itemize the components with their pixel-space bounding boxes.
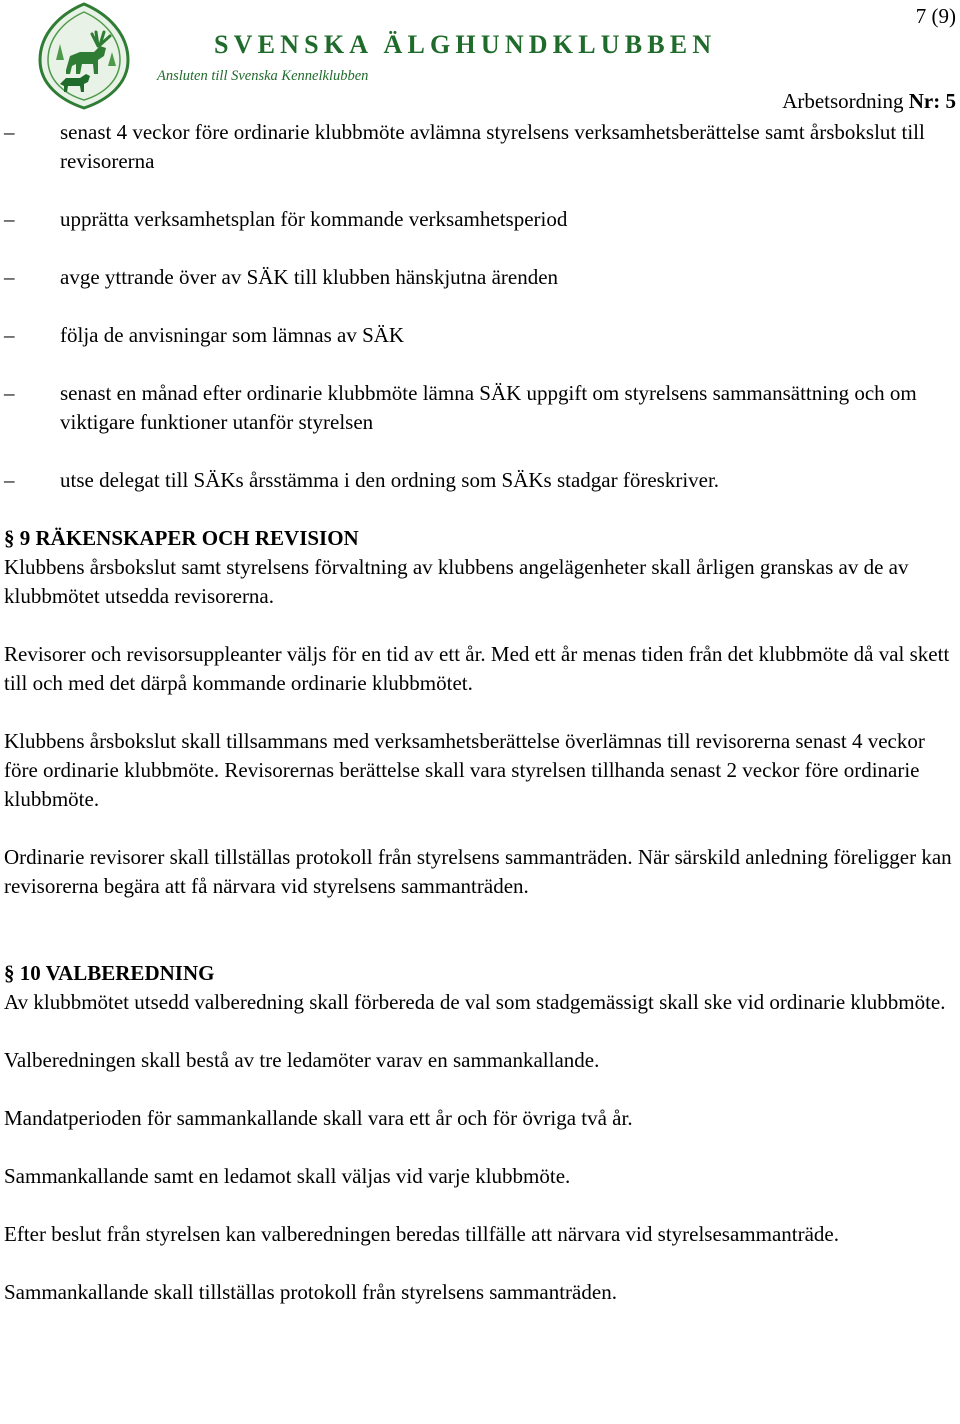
section-9-paragraph: Revisorer och revisorsuppleanter väljs för en tid av ett år. Med ett år menas tiden från det klubbmöte då val skett till och med det därpå kommande ordinarie klubbmötet. (4, 642, 950, 695)
duty-text: utse delegat till SÄKs årsstämma i den ordning som SÄKs stadgar föreskriver. (60, 468, 720, 492)
spacer (4, 930, 954, 959)
dash-bullet: – (4, 207, 15, 231)
duty-text: följa de anvisningar som lämnas av SÄK (60, 323, 405, 347)
dash-bullet: – (4, 468, 15, 492)
section-9-paragraph: Klubbens årsbokslut skall tillsammans med verksamhetsberättelse överlämnas till revisorerna senast 4 veckor före ordinarie klubbmöte. Revisorernas berättelse skall vara styrelsen tillhanda senast 2 veckor före ordinarie klubbmöte. (4, 729, 925, 811)
club-name: SVENSKA ÄLGHUNDKLUBBEN (214, 30, 717, 59)
duty-text: upprätta verksamhetsplan för kommande verksamhetsperiod (60, 207, 568, 231)
section-10-paragraph: Sammankallande samt en ledamot skall väljas vid varje klubbmöte. (4, 1164, 571, 1188)
dash-bullet: – (4, 381, 15, 405)
dash-bullet: – (4, 265, 15, 289)
duty-text: senast en månad efter ordinarie klubbmöte lämna SÄK uppgift om styrelsens sammansättning och om viktigare funktioner utanför styrelsen (60, 381, 917, 434)
club-subtitle: Ansluten till Svenska Kennelklubben (157, 68, 369, 84)
doc-ref-number: Nr: 5 (908, 89, 956, 113)
document-body (4, 118, 954, 1336)
section-10-paragraph: Valberedningen skall bestå av tre ledamöter varav en sammankallande. (4, 1048, 600, 1072)
section-10-title: § 10 VALBEREDNING (4, 961, 215, 985)
section-9-title: § 9 RÄKENSKAPER OCH REVISION (4, 526, 359, 550)
duty-list-item (4, 379, 954, 437)
duty-list-item (4, 466, 954, 495)
doc-ref-prefix: Arbetsordning (782, 89, 909, 113)
duty-list-item (4, 263, 954, 292)
dash-bullet: – (4, 323, 15, 347)
duty-list-item (4, 321, 954, 350)
document-reference (782, 89, 956, 114)
club-logo-moose-icon (36, 0, 132, 110)
section-9-paragraph: Ordinarie revisorer skall tillställas protokoll från styrelsens sammanträden. När särskild anledning föreligger kan revisorerna begära att få närvara vid styrelsens sammanträden. (4, 845, 952, 898)
duty-list-item (4, 205, 954, 234)
duty-text: avge yttrande över av SÄK till klubben hänskjutna ärenden (60, 265, 559, 289)
duty-list-item (4, 118, 954, 176)
section-10-paragraph: Av klubbmötet utsedd valberedning skall förbereda de val som stadgemässigt skall ske vid ordinarie klubbmöte. (4, 990, 946, 1014)
section-10-paragraph: Mandatperioden för sammankallande skall vara ett år och för övriga två år. (4, 1106, 633, 1130)
page-number: 7 (9) (915, 4, 956, 28)
section-9-paragraph: Klubbens årsbokslut samt styrelsens förvaltning av klubbens angelägenheter skall årligen granskas av de av klubbmötet utsedda revisorerna. (4, 555, 909, 608)
duty-text: senast 4 veckor före ordinarie klubbmöte avlämna styrelsens verksamhetsberättelse samt årsbokslut till revisorerna (60, 120, 925, 173)
section-10-paragraph: Efter beslut från styrelsen kan valberedningen beredas tillfälle att närvara vid styrelsesammanträde. (4, 1222, 839, 1246)
section-10-paragraph: Sammankallande skall tillställas protokoll från styrelsens sammanträden. (4, 1280, 617, 1304)
dash-bullet: – (4, 120, 15, 144)
